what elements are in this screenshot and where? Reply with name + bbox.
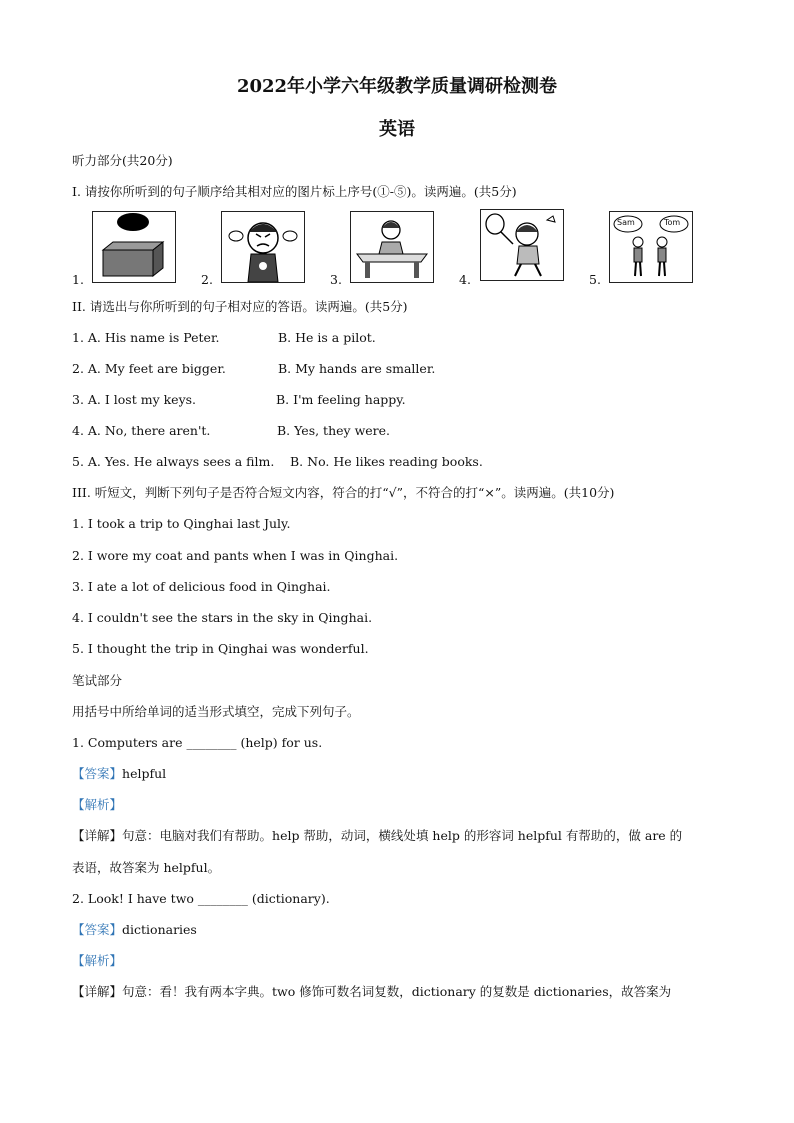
written-instruction: 用括号中所给单词的适当形式填空，完成下列句子。 [72, 704, 360, 719]
part3-item-3: 3. I ate a lot of delicious food in Qinghai. [72, 579, 331, 594]
picture-angry-boy [221, 211, 305, 283]
analysis-1-tag: 【解析】 [72, 797, 123, 812]
answer-1-row [72, 766, 166, 782]
part3-item-2: 2. I wore my coat and pants when I was in Qinghai. [72, 548, 399, 563]
part3-item-4: 4. I couldn't see the stars in the sky in Qinghai. [72, 610, 373, 625]
picture-badminton-boy [480, 209, 564, 281]
part2-item-3-b: B. I'm feeling happy. [276, 392, 406, 407]
detail-2-text: 句意：看！我有两本字典。two 修饰可数名词复数，dictionary 的复数是 dictionaries，故答案为 [122, 984, 672, 999]
picture-box-ball [92, 211, 176, 283]
question-2: 2. Look! I have two ________ (dictionary). [72, 891, 330, 906]
detail-tag: 【详解】 [72, 828, 123, 843]
pic-label-2: 2. [201, 272, 213, 287]
part2-item-2-b: B. My hands are smaller. [278, 361, 436, 376]
part2-item-1-b: B. He is a pilot. [278, 330, 376, 345]
analysis-2-tag: 【解析】 [72, 953, 123, 968]
listening-heading: 听力部分(共20分) [72, 153, 173, 168]
pic-label-1: 1. [72, 272, 84, 287]
exam-subject: 英语 [379, 119, 415, 140]
part2-item-5-a: 5. A. Yes. He always sees a film. [72, 454, 275, 469]
part2-item-3-a: 3. A. I lost my keys. [72, 392, 197, 407]
bubble-name-sam: Sam [617, 218, 635, 227]
part2-item-2-a: 2. A. My feet are bigger. [72, 361, 226, 376]
written-heading: 笔试部分 [72, 673, 123, 688]
part1-heading: I. 请按你所听到的句子顺序给其相对应的图片标上序号(①-⑤)。读两遍。(共5分) [72, 184, 517, 199]
answer-2: dictionaries [122, 922, 197, 937]
detail-tag: 【详解】 [72, 984, 123, 999]
pic-label-5: 5. [589, 272, 601, 287]
part2-item-1-a: 1. A. His name is Peter. [72, 330, 220, 345]
answer-tag: 【答案】 [72, 766, 123, 781]
answer-2-row [72, 922, 197, 938]
part3-item-5: 5. I thought the trip in Qinghai was wonderful. [72, 641, 369, 656]
detail-1-line-1 [72, 828, 682, 844]
detail-1-line-2: 表语，故答案为 helpful。 [72, 860, 221, 875]
bubble-name-tom: Tom [664, 218, 681, 227]
exam-title: 2022年小学六年级教学质量调研检测卷 [236, 76, 558, 97]
answer-tag: 【答案】 [72, 922, 123, 937]
part2-item-5-b: B. No. He likes reading books. [290, 454, 483, 469]
picture-girl-at-desk [350, 211, 434, 283]
part3-item-1: 1. I took a trip to Qinghai last July. [72, 516, 291, 531]
detail-2-line-1 [72, 984, 671, 1000]
part2-item-4-a: 4. A. No, there aren't. [72, 423, 211, 438]
part3-heading: III. 听短文，判断下列句子是否符合短文内容，符合的打“√”，不符合的打“×”。读两遍。(共10分) [72, 485, 615, 500]
answer-1: helpful [122, 766, 167, 781]
detail-1-text: 句意：电脑对我们有帮助。help 帮助，动词，横线处填 help 的形容词 helpful 有帮助的，做 are 的 [122, 828, 683, 843]
question-1: 1. Computers are ________ (help) for us. [72, 735, 323, 750]
part2-heading: II. 请选出与你所听到的句子相对应的答语。读两遍。(共5分) [72, 299, 408, 314]
pic-label-3: 3. [330, 272, 342, 287]
part2-item-4-b: B. Yes, they were. [277, 423, 391, 438]
pic-label-4: 4. [459, 272, 471, 287]
